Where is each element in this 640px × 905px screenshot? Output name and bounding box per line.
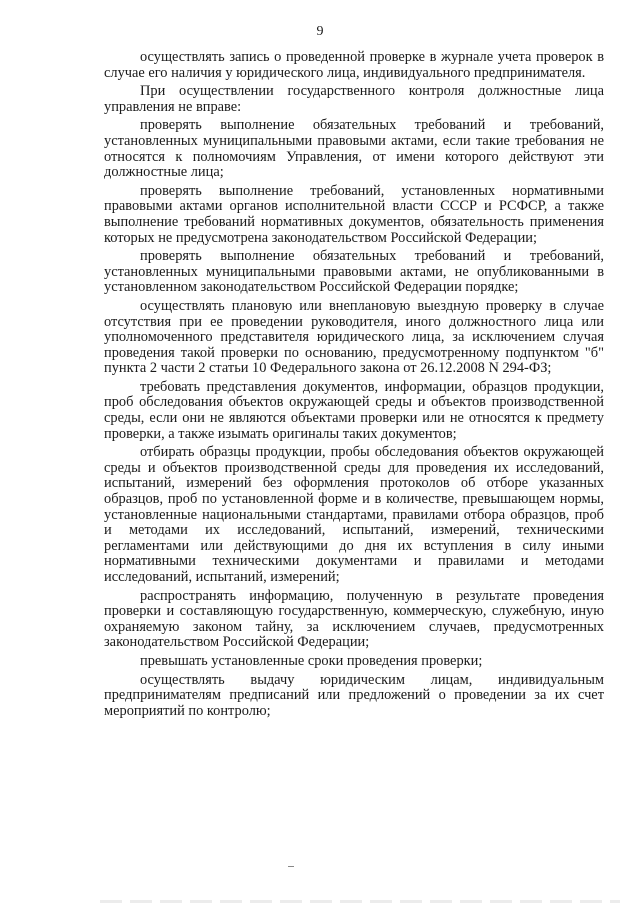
paragraph-item-unpublished-acts: проверять выполнение обязательных требований и требований, установленных муниципальными правовыми актами, не опубликованными в установленном законодательством Российской Федерации порядке; <box>104 248 604 296</box>
document-body <box>104 50 604 719</box>
scan-dot-mark <box>288 866 294 867</box>
paragraph-item-disclose-information: распространять информацию, полученную в результате проведения проверки и составляющую государственную, коммерческую, служебную, иную охраняемую законом тайну, за исключением случаев, предусмотренных законодательством Российской Федерации; <box>104 587 604 651</box>
paragraph-not-entitled-intro: При осуществлении государственного контроля должностные лица управления не вправе: <box>104 83 604 115</box>
paragraph-item-municipal-requirements: проверять выполнение обязательных требований и требований, установленных муниципальными правовыми актами, если такие требования не относятся к полномочиям Управления, от имени которого действуют эти должностные лица; <box>104 117 604 181</box>
paragraph-item-require-documents: требовать представления документов, информации, образцов продукции, проб обследования объектов окружающей среды и объектов производственной среды, если они не являются объектами проверки или не относятся к предмету проверки, а также изымать оригиналы таких документов; <box>104 378 604 442</box>
paragraph-item-absence-inspection: осуществлять плановую или внеплановую выездную проверку в случае отсутствия при ее проведении руководителя, иного должностного лица или уполномоченного представителя юридического лица, за исключением случая проведения такой проверки по основанию, предусмотренному подпунктом "б" пункта 2 части 2 статьи 10 Федерального закона от 26.12.2008 N 294-ФЗ; <box>104 297 604 377</box>
paragraph-item-issue-orders: осуществлять выдачу юридическим лицам, индивидуальным предпринимателям предписаний или предложений о проведении за их счет мероприятий по контролю; <box>104 671 604 719</box>
page-number: 9 <box>316 24 324 39</box>
scan-bottom-edge <box>100 900 620 903</box>
paragraph-item-exceed-terms: превышать установленные сроки проведения проверки; <box>140 652 483 669</box>
paragraph-item-take-samples: отбирать образцы продукции, пробы обследования объектов окружающей среды и объектов производственной среды для проведения их исследований, испытаний, измерений без оформления протоколов об отборе указанных образцов, проб по установленной форме и в количестве, превышающем нормы, установленные национальными стандартами, правилами отбора образцов, проб и методами их исследований, испытаний, измерений, техническими регламентами или действующими до дня их вступления в силу иными нормативными техническими документами и правилами и методами исследований, испытаний, измерений; <box>104 444 604 585</box>
paragraph-journal-record: осуществлять запись о проведенной проверке в журнале учета проверок в случае его наличия у юридического лица, индивидуального предпринимателя. <box>104 49 604 81</box>
paragraph-item-ussr-acts: проверять выполнение требований, установленных нормативными правовыми актами органов исполнительной власти СССР и РСФСР, а также выполнение требований нормативных документов, обязательность применения которых не предусмотрена законодательством Российской Федерации; <box>104 182 604 246</box>
